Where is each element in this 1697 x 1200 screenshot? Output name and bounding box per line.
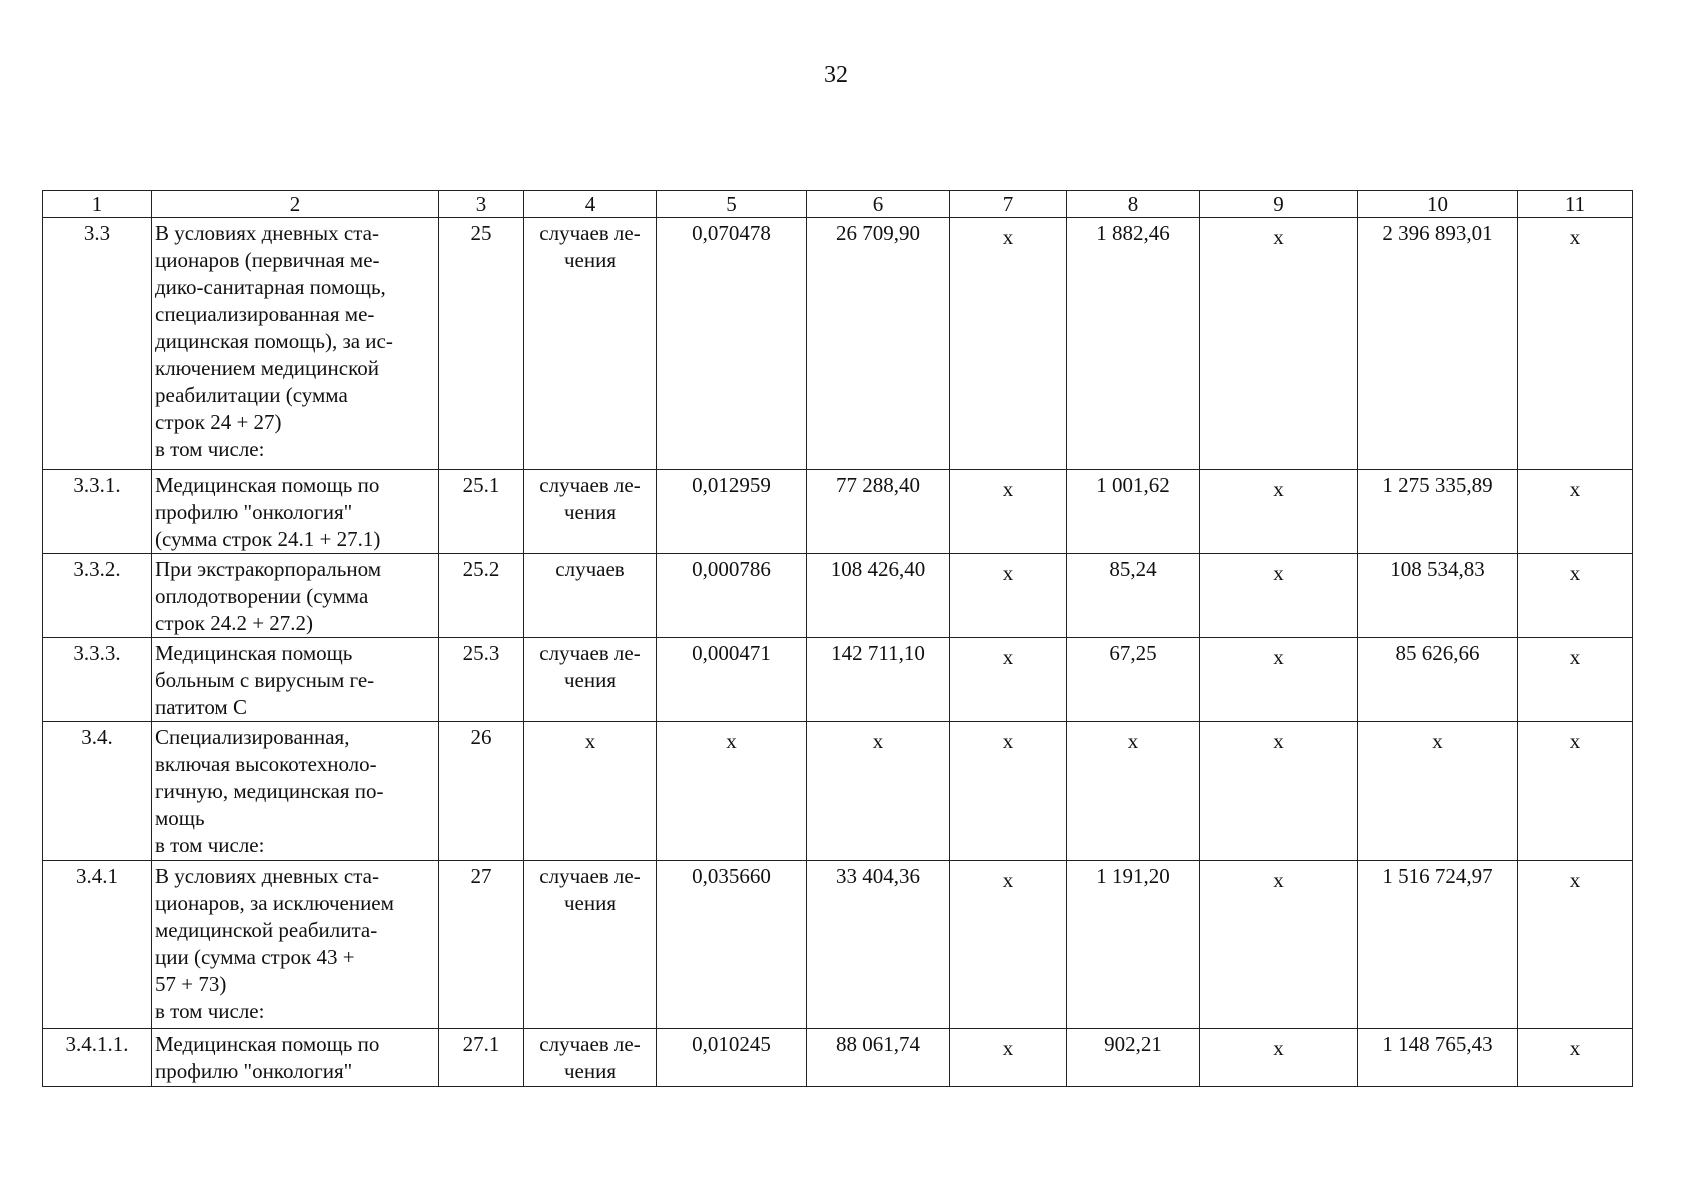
row-cell: х — [1518, 638, 1633, 722]
header-cell: 5 — [657, 191, 807, 218]
row-cell: 0,035660 — [657, 861, 807, 1029]
row-name: Медицинская помощь больным с вирусным ге- патитом С — [152, 638, 439, 722]
row-code: 27 — [439, 861, 524, 1029]
row-name: В условиях дневных ста- ционаров, за исключением медицинской реабилита- ции (сумма строк 43 + 57 + 73) в том числе: — [152, 861, 439, 1029]
header-cell: 7 — [950, 191, 1067, 218]
row-number: 3.3.2. — [43, 554, 152, 638]
table-row — [43, 554, 1633, 638]
row-unit: случаев ле- чения — [524, 638, 657, 722]
row-cell: х — [1200, 1029, 1358, 1087]
row-cell: х — [950, 638, 1067, 722]
row-cell: х — [950, 861, 1067, 1029]
row-code: 25.2 — [439, 554, 524, 638]
header-cell: 8 — [1067, 191, 1200, 218]
header-cell: 1 — [43, 191, 152, 218]
row-cell: 67,25 — [1067, 638, 1200, 722]
row-cell: 26 709,90 — [807, 218, 950, 470]
row-cell: 1 516 724,97 — [1358, 861, 1518, 1029]
table-row — [43, 722, 1633, 861]
header-row — [43, 191, 1633, 218]
row-cell: 85 626,66 — [1358, 638, 1518, 722]
header-cell: 6 — [807, 191, 950, 218]
row-code: 25.1 — [439, 470, 524, 554]
row-name: Медицинская помощь по профилю "онкология" (сумма строк 24.1 + 27.1) — [152, 470, 439, 554]
table-row — [43, 470, 1633, 554]
row-cell: х — [1518, 470, 1633, 554]
row-cell: х — [1358, 722, 1518, 861]
row-code: 25.3 — [439, 638, 524, 722]
row-cell: х — [1200, 554, 1358, 638]
page-number: 32 — [824, 62, 848, 88]
row-unit: х — [524, 722, 657, 861]
row-cell: 0,000786 — [657, 554, 807, 638]
row-cell: х — [1200, 218, 1358, 470]
row-number: 3.3 — [43, 218, 152, 470]
row-unit: случаев ле- чения — [524, 1029, 657, 1087]
row-number: 3.3.3. — [43, 638, 152, 722]
row-cell: х — [950, 470, 1067, 554]
row-cell: х — [950, 554, 1067, 638]
row-cell: 0,012959 — [657, 470, 807, 554]
row-cell: 108 534,83 — [1358, 554, 1518, 638]
row-unit: случаев ле- чения — [524, 861, 657, 1029]
row-cell: 1 148 765,43 — [1358, 1029, 1518, 1087]
row-number: 3.4. — [43, 722, 152, 861]
row-cell: 88 061,74 — [807, 1029, 950, 1087]
row-cell: х — [1200, 861, 1358, 1029]
row-cell: х — [1067, 722, 1200, 861]
row-cell: 142 711,10 — [807, 638, 950, 722]
header-cell: 10 — [1358, 191, 1518, 218]
row-cell: 0,000471 — [657, 638, 807, 722]
row-cell: х — [950, 722, 1067, 861]
row-cell: 1 882,46 — [1067, 218, 1200, 470]
row-code: 27.1 — [439, 1029, 524, 1087]
row-cell: 0,070478 — [657, 218, 807, 470]
header-cell: 11 — [1518, 191, 1633, 218]
row-cell: 85,24 — [1067, 554, 1200, 638]
table-row — [43, 861, 1633, 1029]
row-number: 3.4.1 — [43, 861, 152, 1029]
row-cell: х — [1518, 1029, 1633, 1087]
row-name: Медицинская помощь по профилю "онкология" — [152, 1029, 439, 1087]
row-cell: 33 404,36 — [807, 861, 950, 1029]
row-cell: х — [657, 722, 807, 861]
row-unit: случаев ле- чения — [524, 218, 657, 470]
table-row — [43, 1029, 1633, 1087]
row-cell: 2 396 893,01 — [1358, 218, 1518, 470]
row-cell: 0,010245 — [657, 1029, 807, 1087]
data-table — [42, 190, 1633, 1087]
table-row — [43, 638, 1633, 722]
row-number: 3.3.1. — [43, 470, 152, 554]
row-unit: случаев ле- чения — [524, 470, 657, 554]
row-name: В условиях дневных ста- ционаров (первичная ме- дико-санитарная помощь, специализированная ме- дицинская помощь), за ис- ключением медицинской реабилитации (сумма строк 24 + 27) в том числе: — [152, 218, 439, 470]
row-cell: 1 001,62 — [1067, 470, 1200, 554]
row-cell: 108 426,40 — [807, 554, 950, 638]
row-unit: случаев — [524, 554, 657, 638]
row-cell: х — [1200, 470, 1358, 554]
row-cell: 902,21 — [1067, 1029, 1200, 1087]
header-cell: 2 — [152, 191, 439, 218]
row-cell: х — [1518, 554, 1633, 638]
row-cell: х — [807, 722, 950, 861]
header-cell: 9 — [1200, 191, 1358, 218]
row-cell: х — [1518, 861, 1633, 1029]
header-cell: 4 — [524, 191, 657, 218]
row-cell: 77 288,40 — [807, 470, 950, 554]
row-cell: 1 275 335,89 — [1358, 470, 1518, 554]
row-cell: х — [1200, 722, 1358, 861]
header-cell: 3 — [439, 191, 524, 218]
row-cell: х — [950, 1029, 1067, 1087]
row-cell: х — [950, 218, 1067, 470]
row-number: 3.4.1.1. — [43, 1029, 152, 1087]
table-row — [43, 218, 1633, 470]
row-cell: 1 191,20 — [1067, 861, 1200, 1029]
row-cell: х — [1518, 722, 1633, 861]
row-cell: х — [1518, 218, 1633, 470]
row-code: 25 — [439, 218, 524, 470]
row-code: 26 — [439, 722, 524, 861]
row-name: Специализированная, включая высокотехноло- гичную, медицинская по- мощь в том числе: — [152, 722, 439, 861]
row-cell: х — [1200, 638, 1358, 722]
row-name: При экстракорпоральном оплодотворении (сумма строк 24.2 + 27.2) — [152, 554, 439, 638]
